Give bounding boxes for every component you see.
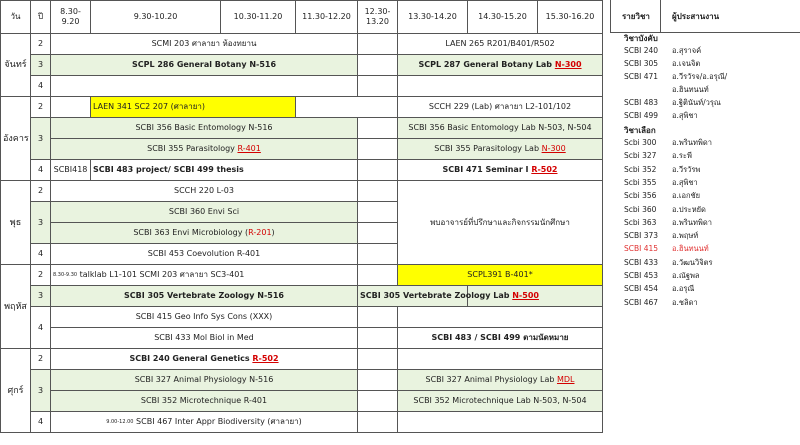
year-3: 3 bbox=[31, 55, 51, 76]
tue-y2-pm: SCCH 229 (Lab) ศาลายา L2-101/102 bbox=[398, 97, 603, 118]
course-code: SCBI 467 bbox=[624, 297, 659, 307]
day-tuesday: อังคาร bbox=[1, 97, 31, 181]
course-code: SCBI 415 bbox=[624, 244, 659, 254]
wed-y3a-am: SCBI 360 Envi Sci bbox=[51, 202, 358, 223]
course-code: Scbi 300 bbox=[624, 138, 657, 147]
course-code: Scbi 355 bbox=[624, 177, 657, 187]
coordinator-name: อ.สุพิชา bbox=[672, 111, 698, 120]
coordinator-name: อ.สุราจค์ bbox=[672, 46, 702, 55]
coordinator-name: อ.ชลิดา bbox=[672, 297, 698, 307]
tue-row-y3a bbox=[1, 118, 603, 139]
course-code: Scbi 327 bbox=[624, 151, 657, 161]
year-2: 2 bbox=[31, 349, 51, 370]
mon-row-y3 bbox=[1, 55, 603, 76]
day-wednesday: พุธ bbox=[1, 181, 31, 265]
coordinator-name: อ.เอกชัย bbox=[672, 191, 700, 201]
mon-y3-am: SCPL 286 General Botany N-516 bbox=[51, 55, 358, 76]
tue-y3a-am: SCBI 356 Basic Entomology N-516 bbox=[51, 118, 358, 139]
coordinator-name: อ.ระพี bbox=[672, 151, 692, 161]
section-label: วิชาบังคับ bbox=[624, 34, 658, 43]
fri-y3b-am: SCBI 352 Microtechnique R-401 bbox=[51, 391, 358, 412]
year-2: 2 bbox=[31, 265, 51, 286]
course-code: Scbi 356 bbox=[624, 191, 657, 201]
thu-row-y3 bbox=[1, 286, 603, 307]
course-code: SCBI 373 bbox=[624, 231, 659, 241]
coordinator-name: อ.สุพิชา bbox=[672, 177, 698, 187]
coordinator-name: อ.วีรวัรพ bbox=[672, 164, 701, 174]
thu-row-y2 bbox=[1, 265, 603, 286]
coordinator-name: อ.พฤษท์ bbox=[672, 231, 699, 241]
tue-row-y3b bbox=[1, 139, 603, 160]
fri-row-y4 bbox=[1, 412, 603, 433]
header-time-2: 9.30-10.20 bbox=[91, 1, 221, 34]
course-code: SCBI 471 bbox=[624, 72, 659, 81]
coordinator-name: อ.อรุณี bbox=[672, 284, 695, 294]
fri-y3a-pm: SCBI 327 Animal Physiology Lab MDL bbox=[398, 370, 603, 391]
year-2: 2 bbox=[31, 34, 51, 55]
tue-row-y4 bbox=[1, 160, 603, 181]
year-2: 2 bbox=[31, 97, 51, 118]
coordinator-name: อ.วีรวัรจ/อ.อรุณี/ bbox=[672, 72, 728, 81]
coordinator-name: อ.ฐิตินันท์/วรุณ bbox=[672, 98, 721, 107]
coordinator-name: อ.ฮินทนนท์ bbox=[672, 85, 709, 94]
thu-y2-pm: SCPL391 B-401* bbox=[398, 265, 603, 286]
mon-row-y4 bbox=[1, 76, 603, 97]
course-code: SCBI 454 bbox=[624, 284, 659, 294]
fri-row-y3a bbox=[1, 370, 603, 391]
tue-y4-am: SCBI 483 project/ SCBI 499 thesis bbox=[91, 160, 358, 181]
tue-y4-first: SCBI418 bbox=[51, 160, 91, 181]
tue-y2-am: LAEN 341 SC2 207 (ศาลายา) bbox=[91, 97, 296, 118]
thu-row-y4b bbox=[1, 328, 603, 349]
thu-y3-am: SCBI 305 Vertebrate Zoology N-516 bbox=[51, 286, 358, 307]
tue-y3b-am: SCBI 355 Parasitology R-401 bbox=[51, 139, 358, 160]
day-monday: จันทร์ bbox=[1, 34, 31, 97]
fri-y2-am: SCBI 240 General Genetics R-502 bbox=[51, 349, 358, 370]
coordinator-name: อ.พรินทพิดา bbox=[672, 217, 712, 227]
header-row bbox=[1, 1, 603, 34]
coordinator-name: อ.เจนจิต bbox=[672, 59, 701, 68]
fri-y3a-am: SCBI 327 Animal Physiology N-516 bbox=[51, 370, 358, 391]
course-code: Scbi 352 bbox=[624, 164, 657, 174]
mon-row-y2 bbox=[1, 34, 603, 55]
year-4: 4 bbox=[31, 412, 51, 433]
wed-y4-am: SCBI 453 Coevolution R-401 bbox=[51, 244, 358, 265]
tue-y3b-pm: SCBI 355 Parasitology Lab N-300 bbox=[398, 139, 603, 160]
fri-y4-am: $^{9.00-12.00}$ SCBI 467 Inter Appr Biodiversity (ศาลายา) bbox=[51, 412, 358, 433]
coordinator-name: อ.พรินทพิดา bbox=[672, 138, 712, 147]
coordinator-panel bbox=[610, 0, 800, 307]
tue-y3a-pm: SCBI 356 Basic Entomology Lab N-503, N-504 bbox=[398, 118, 603, 139]
header-time-8: 15.30-16.20 bbox=[538, 1, 603, 34]
day-thursday: พฤหัส bbox=[1, 265, 31, 349]
course-code: SCBI 483 bbox=[624, 98, 659, 107]
year-3: 3 bbox=[31, 370, 51, 412]
header-time-1: 8.30-9.20 bbox=[51, 1, 91, 34]
room-link: R-502 bbox=[531, 165, 558, 174]
course-code: SCBI 499 bbox=[624, 111, 659, 120]
year-3: 3 bbox=[31, 286, 51, 307]
coordinator-header bbox=[610, 0, 800, 33]
wed-y3b-am: SCBI 363 Envi Microbiology (R-201) bbox=[51, 223, 358, 244]
tue-row-y2 bbox=[1, 97, 603, 118]
fri-y3b-pm: SCBI 352 Microtechnique Lab N-503, N-504 bbox=[398, 391, 603, 412]
thu-y2-am: $^{8.30-9.30}$ talklab L1-101 SCMI 203 ศาลายา SC3-401 bbox=[51, 265, 358, 286]
room-link: MDL bbox=[556, 375, 575, 384]
header-year: ปี bbox=[31, 1, 51, 34]
coordinator-name: อ.ฮินทนนท์ bbox=[672, 244, 709, 254]
course-code: SCBI 433 bbox=[624, 257, 659, 267]
year-2: 2 bbox=[31, 181, 51, 202]
tue-y4-pm: SCBI 471 Seminar I R-502 bbox=[398, 160, 603, 181]
wed-row-y2 bbox=[1, 181, 603, 202]
year-4: 4 bbox=[31, 76, 51, 97]
mon-y2-am: SCMI 203 ศาลายา ห้องทยาน bbox=[51, 34, 358, 55]
fri-row-y2 bbox=[1, 349, 603, 370]
thu-y3-pm: SCBI 305 Vertebrate Zoology Lab N-500 bbox=[358, 286, 468, 307]
course-code: Scbi 363 bbox=[624, 217, 657, 227]
course-code: SCBI 305 bbox=[624, 59, 659, 68]
room-link: R-201 bbox=[248, 228, 272, 237]
year-4: 4 bbox=[31, 307, 51, 349]
room-link: R-502 bbox=[252, 354, 279, 363]
subject-col-header: รายวิชา bbox=[622, 12, 650, 21]
year-4: 4 bbox=[31, 244, 51, 265]
header-time-3: 10.30-11.20 bbox=[221, 1, 296, 34]
header-time-7: 14.30-15.20 bbox=[468, 1, 538, 34]
coordinator-name: อ.ณัฐพล bbox=[672, 271, 700, 280]
day-friday: ศุกร์ bbox=[1, 349, 31, 433]
year-3: 3 bbox=[31, 202, 51, 244]
mon-y2-pm: LAEN 265 R201/B401/R502 bbox=[398, 34, 603, 55]
coordinator-col-header: ผู้ประสานงาน bbox=[672, 12, 720, 21]
header-day: วัน bbox=[1, 1, 31, 34]
coordinator-name: อ.วัฒนวิจิตร bbox=[672, 257, 713, 267]
course-code: Scbi 360 bbox=[624, 204, 657, 214]
room-link: R-401 bbox=[237, 144, 261, 153]
mon-y3-pm: SCPL 287 General Botany Lab N-300 bbox=[398, 55, 603, 76]
year-3: 3 bbox=[31, 118, 51, 160]
course-code: SCBI 453 bbox=[624, 271, 659, 280]
room-link: N-300 bbox=[541, 144, 566, 153]
course-code: SCBI 240 bbox=[624, 46, 659, 55]
thu-y4a-am: SCBI 415 Geo Info Sys Cons (XXX) bbox=[51, 307, 358, 328]
room-link: N-500 bbox=[512, 291, 539, 300]
coordinator-name: อ.ประหยัด bbox=[672, 204, 706, 214]
year-4: 4 bbox=[31, 160, 51, 181]
header-time-6: 13.30-14.20 bbox=[398, 1, 468, 34]
wed-y2-am: SCCH 220 L-03 bbox=[51, 181, 358, 202]
fri-row-y3b bbox=[1, 391, 603, 412]
header-time-5: 12.30-13.20 bbox=[358, 1, 398, 34]
section-label: วิชาเลือก bbox=[624, 126, 656, 135]
thu-row-y4a bbox=[1, 307, 603, 328]
header-time-4: 11.30-12.20 bbox=[296, 1, 358, 34]
wed-pm: พบอาจารย์ที่ปรึกษาและกิจกรรมนักศึกษา bbox=[398, 181, 603, 265]
thu-y4b-am: SCBI 433 Mol Biol in Med bbox=[51, 328, 358, 349]
thu-y4b-pm: SCBI 483 / SCBI 499 ตามนัดหมาย bbox=[398, 328, 603, 349]
room-link: N-300 bbox=[554, 60, 582, 69]
